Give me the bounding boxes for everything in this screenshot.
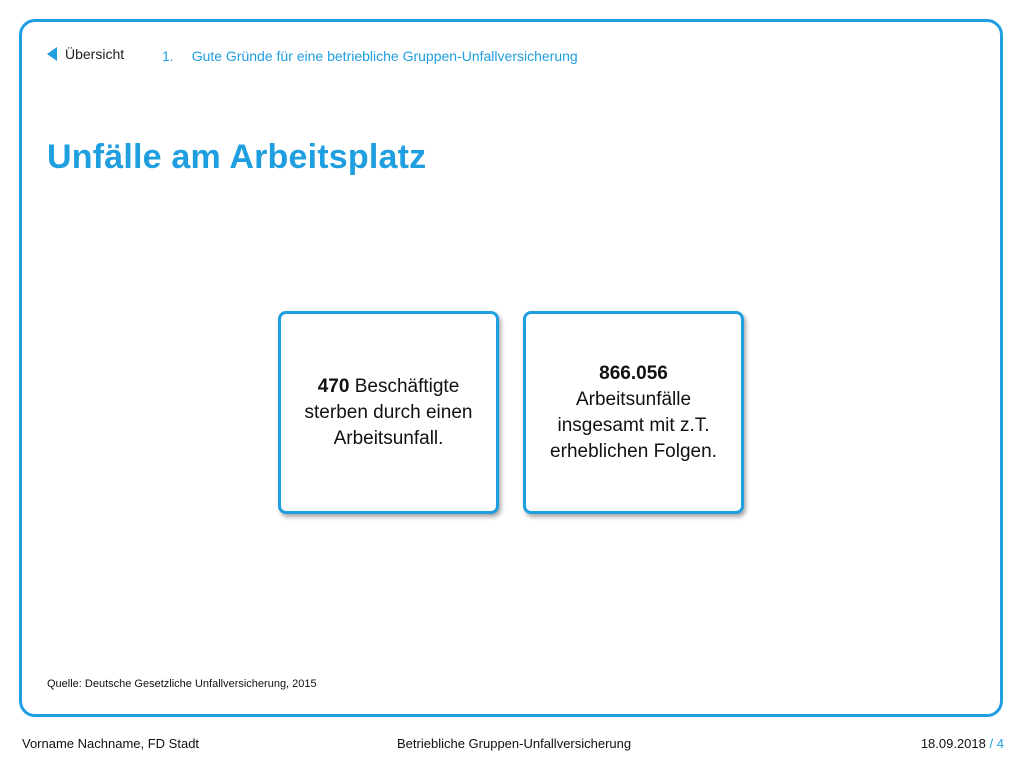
footer-separator: / <box>989 736 994 751</box>
footer-date-page <box>921 736 1004 751</box>
fact-card-text: Arbeitsunfälle insgesamt mit z.T. erheblichen Folgen. <box>550 388 717 462</box>
source-note: Quelle: Deutsche Gesetzliche Unfallversicherung, 2015 <box>47 678 317 690</box>
footer-topic: Betriebliche Gruppen-Unfallversicherung <box>397 736 632 751</box>
overview-back-link[interactable] <box>47 46 124 62</box>
page-title: Unfälle am Arbeitsplatz <box>47 138 427 176</box>
fact-card-content <box>293 374 484 452</box>
fact-card-figure: 866.056 <box>599 362 668 384</box>
overview-label[interactable]: Übersicht <box>65 46 125 62</box>
fact-card-accidents <box>523 311 744 514</box>
footer-author: Vorname Nachname, FD Stadt <box>22 736 200 751</box>
fact-card-content <box>538 361 729 465</box>
breadcrumb-number[interactable]: 1. <box>162 48 174 64</box>
triangle-left-icon[interactable] <box>47 47 57 61</box>
footer-date: 18.09.2018 <box>920 736 986 751</box>
fact-card-figure: 470 <box>317 375 350 397</box>
slide-frame <box>19 19 1003 717</box>
breadcrumb[interactable] <box>162 48 578 64</box>
fact-card-fatalities <box>278 311 499 514</box>
breadcrumb-text[interactable]: Gute Gründe für eine betriebliche Gruppen-Unfallversicherung <box>191 48 578 64</box>
page-number: 4 <box>996 736 1004 751</box>
fact-card-text: Beschäftigte sterben durch einen Arbeitsunfall. <box>304 375 473 449</box>
